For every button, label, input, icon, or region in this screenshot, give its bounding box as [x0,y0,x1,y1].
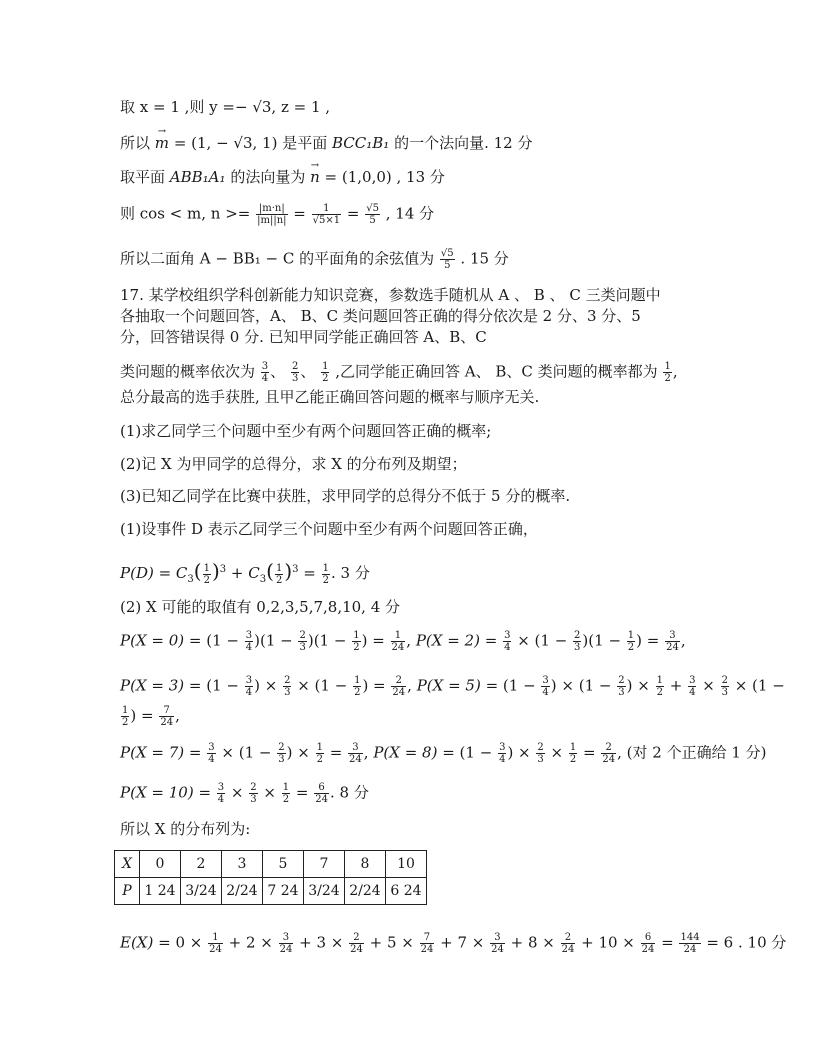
text: . 3 分 [330,564,370,582]
text: , 14 分 [385,204,435,223]
expectation: E(X) = 0 × $\frac{1}{24}$ + 2 × $\frac{3}{24}$ + 3 × $\frac{2}{24}$ + 5 × $\frac{7}{24}$ + 7 × $\frac{3}{24}$ + 8 × $\frac{2}{24}$ + 10 × $\frac{6}{24}$ = $\frac{144}{24}$ = 6 . 10 分 [120,932,787,955]
question-17-line-2: 各抽取一个问题回答，A、 B、C 类问题回答正确的得分依次是 2 分、3 分、5 [120,307,641,325]
table-cell: 8 [345,851,386,878]
text: . 8 分 [329,783,369,802]
text: 类问题的概率依次为 [120,362,256,381]
prob-x7-x8: P(X = 7) = $\frac{3}{4}$ × (1 − $\frac{2}{3}$ ) × $\frac{1}{2}$ = $\frac{3}{24}$ , P(X = 8) = (1 − $\frac{3}{4}$ ) × $\frac{2}{3}$ × $\frac{1}{2}$ = $\frac{2}{24}$ , (对 2 个正确给 1 分) [120,742,767,765]
table-cell: 3 [222,851,263,878]
table-cell: 5 [263,851,304,878]
table-cell: 1 24 [140,878,181,905]
prob-x3-x5: P(X = 3) = (1 − $\frac{3}{4}$ ) × $\frac{2}{3}$ × (1 − $\frac{1}{2}$ ) = $\frac{2}{24}$ , P(X = 5) = (1 − $\frac{3}{4}$ ) × (1 − $\frac{2}{3}$ ) × $\frac{1}{2}$ + $\frac{3}{4}$ × $\frac{2}{3}$ × (1 − [120,675,785,698]
table-cell: 6 24 [386,878,427,905]
question-17-line-1: 17. 某学校组织学科创新能力知识竞赛，参数选手随机从 A 、 B 、 C 三类问题中 [120,286,661,304]
table-row [115,878,427,905]
part-1: (1)求乙同学三个问题中至少有两个问题回答正确的概率; [120,422,492,440]
question-17-line-5: 总分最高的选手获胜, 且甲乙能正确回答问题的概率与顺序无关. [120,388,540,406]
table-cell: 3/24 [181,878,222,905]
text: 取平面 [120,168,170,186]
table-cell: 0 [140,851,181,878]
question-17-line-3: 分，回答错误得 0 分. 已知甲同学能正确回答 A、B、C [120,328,487,346]
distribution-table [114,850,427,905]
prob-x5-cont: $\frac{1}{2}$ ) = $\frac{7}{24}$ , [122,705,180,728]
text: 所以二面角 A − BB₁ − C 的平面角的余弦值为 [120,249,439,268]
text: . 10 分 [733,933,787,952]
table-cell: 10 [386,851,427,878]
text: 的法向量为 [230,168,311,186]
text: (对 2 个正确给 1 分) [626,743,767,762]
plane-label: ABB₁A₁ [169,168,226,186]
text: 的一个法向量. 12 分 [394,134,533,152]
text: 则 cos < m, n >= [120,204,256,223]
text: 所以 [120,134,151,152]
distribution-caption: 所以 X 的分布列为: [120,820,251,838]
text: . 15 分 [460,249,509,268]
line-1: 取 x = 1 ,则 y =− √3, z = 1 , [120,98,331,116]
vector-m: → m [155,133,169,153]
part-2: (2)记 X 为甲同学的总得分，求 X 的分布列及期望； [120,455,467,473]
solution-1-formula: $P(D) = C_3$( $\frac{1}{2}$ )$^3 + C_3$( $\frac{1}{2}$ )$^3$ = $\frac{1}{2}$ . 3 分 [120,559,370,586]
text: = (1,0,0) , 13 分 [324,168,445,186]
prob-x0-x2: P(X = 0) = (1 − $\frac{3}{4}$ )(1 − $\frac{2}{3}$ )(1 − $\frac{1}{2}$ ) = $\frac{1}{24}$ , P(X = 2) = $\frac{3}{4}$ × (1 − $\frac{2}{3}$ )(1 − $\frac{1}{2}$ ) = $\frac{3}{24}$ , [120,630,686,653]
table-cell: 2/24 [345,878,386,905]
line-cosine: 则 cos < m, n >= $\frac{|m\cdot n|}{|m||n|}$ = $\frac{1}{√5\times 1}$ = $\frac{√5}{5}$ , 14 分 [120,203,435,226]
table-cell: 2 [181,851,222,878]
table-cell: 7 [304,851,345,878]
line-dihedral-angle: 所以二面角 A − BB₁ − C 的平面角的余弦值为 $\frac{√5}{5}$ . 15 分 [120,248,509,271]
solution-1: (1)设事件 D 表示乙同学三个问题中至少有两个问题回答正确， [120,520,538,538]
prob-x10: P(X = 10) = $\frac{3}{4}$ × $\frac{2}{3}$ × $\frac{1}{2}$ = $\frac{6}{24}$ . 8 分 [120,782,369,805]
text: = (1, − √3, 1) 是平面 [173,134,332,152]
line-normal-vector-m [120,133,533,153]
part-3: (3)已知乙同学在比赛中获胜，求甲同学的总得分不低于 5 分的概率. [120,487,571,505]
vector-n: → n [310,167,320,187]
solution-2: (2) X 可能的取值有 0,2,3,5,7,8,10, 4 分 [120,598,401,616]
text: ,乙同学能正确回答 A、 B、C 类问题的概率都为 [335,362,658,381]
table-cell: X [115,851,140,878]
line-normal-vector-n [120,167,445,187]
table-row [115,851,427,878]
table-cell: 7 24 [263,878,304,905]
plane-label: BCC₁B₁ [332,134,390,152]
question-17-line-4: 类问题的概率依次为 $\frac{3}{4}$ 、 $\frac{2}{3}$ 、 $\frac{1}{2}$ ,乙同学能正确回答 A、 B、C 类问题的概率都为 $\frac{1}{2}$ , [120,361,678,384]
table-cell: 2/24 [222,878,263,905]
table-cell: 3/24 [304,878,345,905]
table-cell: P [115,878,140,905]
